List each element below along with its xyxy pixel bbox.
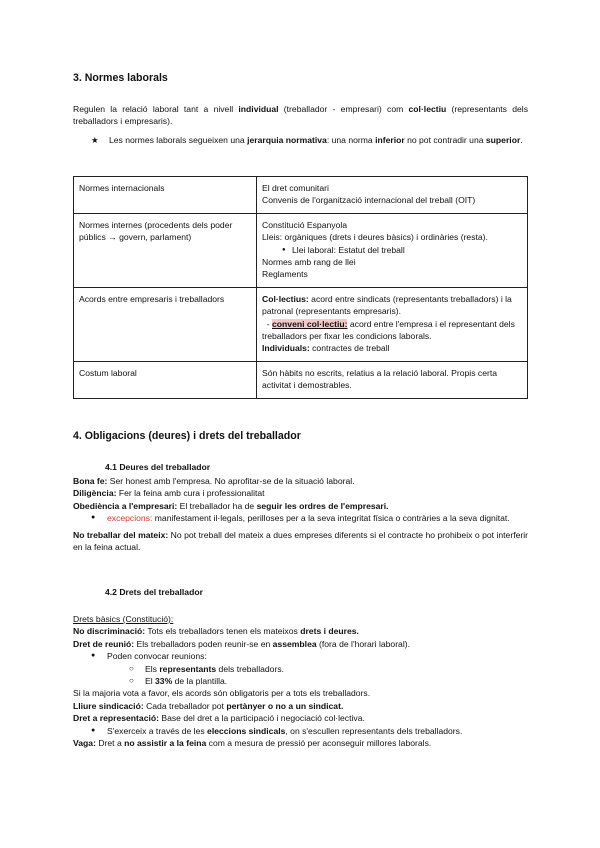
list-item: ● Poden convocar reunions: (73, 650, 528, 662)
list-item: ● Llei laboral: Estatut del treball (262, 244, 522, 256)
list-item: ○ Els representants dels treballadors. (73, 663, 528, 675)
table-cell: Acords entre empresaris i treballadors (74, 287, 257, 361)
subsection-4-1-title: 4.1 Deures del treballador (105, 462, 211, 472)
duties-list: Bona fe: Ser honest amb l'empresa. No aprofitar-se de la situació laboral. Diligència: Fer la feina amb cura i professionalitat Obediència a l'empresari: El treballador ha de seguir les ordres de l'empresari. ● excepcions: manifestament il·legals, perilloses per a la seva integritat física o contràries a la seva dignitat. No treballar del mateix: No pot treball del mateix a dues empreses diferents si el contracte ho prohibeix o pot interferir en la feina actual. (73, 475, 528, 553)
section-3-intro: Regulen la relació laboral tant a nivell individual (treballador - empresari) com col·lectiu (representants dels treballadors i empresaris). (73, 104, 528, 127)
table-cell: Normes internes (procedents dels poder públics → govern, parlament) (74, 213, 257, 287)
table-cell: El dret comunitari Convenis de l'organització internacional del treball (OIT) (257, 177, 528, 214)
table-cell: Constitució Espanyola Lleis: orgàniques (drets i deures bàsics) i ordinàries (resta). ● Llei laboral: Estatut del treball Normes amb rang de llei Reglaments (257, 213, 528, 287)
subsection-4-2-title: 4.2 Drets del treballador (105, 587, 203, 597)
basic-rights-heading: Drets bàsics (Constitució): (73, 614, 174, 624)
list-item: ● S'exerceix a través de les eleccions sindicals, on s'escullen representants dels treballadors. (73, 725, 528, 737)
list-item: ● excepcions: manifestament il·legals, perilloses per a la seva integritat física o contràries a la seva dignitat. (73, 512, 528, 524)
table-row (74, 177, 528, 214)
labor-norms-table (73, 176, 528, 399)
table-cell: Normes internacionals (74, 177, 257, 214)
star-icon: ★ (91, 135, 99, 145)
highlighted-term: conveni col·lectiu: (272, 318, 348, 329)
section-4-title: 4. Obligacions (deures) i drets del treballador (73, 430, 301, 442)
table-cell: Són hàbits no escrits, relatius a la relació laboral. Propis certa activitat i demostrables. (257, 361, 528, 398)
table-row (74, 213, 528, 287)
table-cell: Col·lectius: acord entre sindicats (representants treballadors) i la patronal (representants empresaris). - conveni col·lectiu: acord entre l'empresa i el representant dels treballadors per fixar les condicions laborals. Individuals: contractes de treball (257, 287, 528, 361)
table-row (74, 287, 528, 361)
table-cell: Costum laboral (74, 361, 257, 398)
exceptions-label: excepcions: (107, 513, 153, 524)
table-row (74, 361, 528, 398)
section-3-title: 3. Normes laborals (73, 72, 168, 84)
rights-list: Drets bàsics (Constitució): No discriminació: Tots els treballadors tenen els mateixos drets i deures. Dret de reunió: Els treballadors poden reunir-se en assemblea (fora de l'horari laboral). ● Poden convocar reunions: ○ Els representants dels treballadors. ○ El 33% de la plantilla. Si la majoria vota a favor, els acords són obligatoris per a tots els treballadors. Lliure sindicació: Cada treballador pot pertànyer o no a un sindicat. Dret a representació: Base del dret a la participació i negociació col·lectiva. ● S'exerceix a través de les eleccions sindicals, on s'escullen representants dels treballadors. Vaga: Dret a no assistir a la feina com a mesura de pressió per aconseguir millores laborals. (73, 613, 528, 749)
list-item: ○ El 33% de la plantilla. (73, 675, 528, 687)
hierarchy-note: ★ Les normes laborals segueixen una jerarquia normativa: una norma inferior no pot contradir una superior. (73, 134, 528, 146)
